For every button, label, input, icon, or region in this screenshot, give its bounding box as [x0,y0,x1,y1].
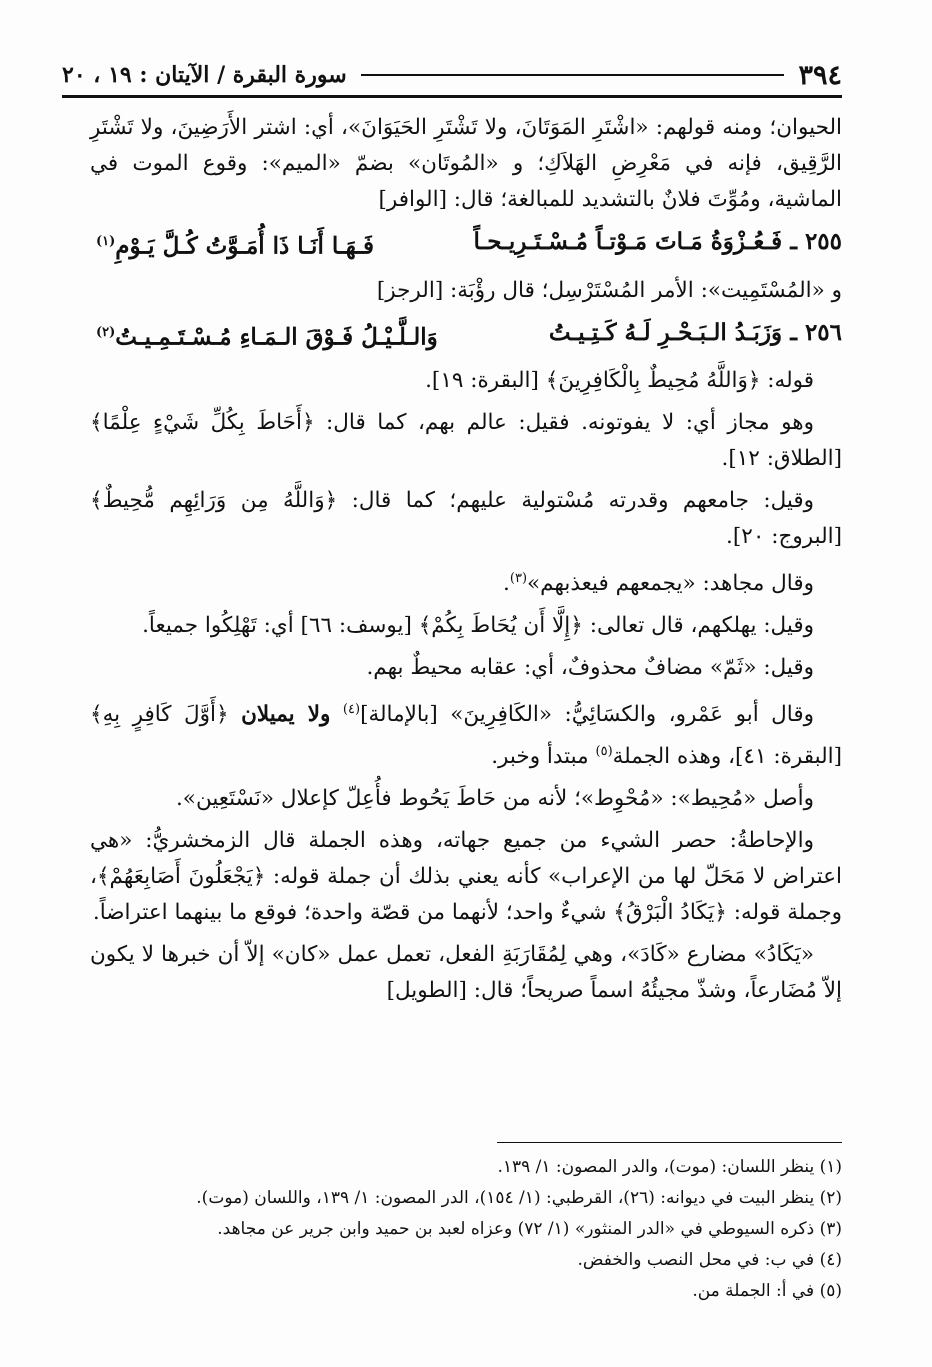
main-text [90,110,842,1015]
paragraph: قوله: ﴿وَاللَّهُ مُحِيطٌ بِالْكَافِرِينَ﴾ [البقرة: ١٩]. [425,368,814,394]
page-number: ٣٩٤ [798,59,842,91]
paragraph: و «المُسْتَمِيت»: الأمر المُسْتَرْسِل؛ قال رؤْبَة: [الرجز] [376,277,842,303]
paragraph: وقيل: جامعهم وقدرته مُسْتولية عليهم؛ كما قال: ﴿وَاللَّهُ مِن وَرَائِهِم مُّحِيطٌ﴾ [البروج: ٢٠]. [90,488,842,550]
page-header [62,55,842,98]
verse-second-hemistich: وَالـلَّـيْـلُ فَـوْقَ الـمَـاءِ مُـسْـتَـمِـيـتُ$^{(٢)}$ [96,323,438,351]
footnote-3: (٣) ذكره السيوطي في «الدر المنثور» (١/ ٧٢) وعزاه لعبد بن حميد وابن جرير عن مجاهد. [217,1219,842,1239]
paragraph: والإحاطةُ: حصر الشيء من جميع جهاته، وهذه الجملة قال الزمخشريُّ: «هي اعتراض لا مَحَلّ لها من الإعراب» كأنه يعني بذلك أن جملة قوله: ﴿يَجْعَلُونَ أَصَابِعَهُمْ﴾، وجملة قوله: ﴿يَكَادُ الْبَرْقُ﴾ شيءٌ واحد؛ لأنهما من قصّة واحدة؛ فوقع ما بينهما اعتراضاً. [90,827,842,925]
footnote-ref: (٥) [595,743,613,759]
footnote-2: (٢) ينظر البيت في ديوانه: (٢٦)، القرطبي: (١/ ١٥٤)، الدر المصون: ١/ ١٣٩، واللسان (موت). [196,1188,842,1208]
footnote-1: (١) ينظر اللسان: (موت)، والدر المصون: ١/ ١٣٩. [497,1157,842,1177]
paragraph: وقال مجاهد: «يجمعهم فيعذبهم»$^{(٣)}$. [503,571,814,597]
running-title: سورة البقرة / الآيتان : ١٩ ، ٢٠ [62,62,347,88]
paragraph: الحيوان؛ ومنه قولهم: «اشْتَرِ المَوَتَانَ، ولا تَشْتَرِ الحَيَوَانَ»، أي: اشتر الأَرَضِينَ، ولا تَشْتَرِ الرَّقِيق، فإنه في مَعْرِضِ الهَلاَكِ؛ و «المُوتَان» بضمّ «الميم»: وقوع الموت في الماشية، ومُوِّتَ فلانٌ بالتشديد للمبالغة؛ قال: [الوافر] [90,115,842,212]
paragraph: وقال أبو عَمْرو، والكسَائِيُّ: «الكَافِرِينَ» [بالإمالة]$^{(٤)}$ ولا يميلان ﴿أَوَّلَ كَافِرٍ بِهِ﴾ [البقرة: ٤١]، وهذه الجملة$^{(٥)}$ مبتدأ وخبر. [90,702,842,769]
paragraph: وقيل: يهلكهم، قال تعالى: ﴿إِلَّا أَن يُحَاطَ بِكُمْ﴾ [يوسف: ٦٦] أي: تَهْلِكُوا جميعاً. [142,613,814,639]
footnote-5: (٥) في أ: الجملة من. [692,1281,842,1301]
verse-second-hemistich: فَـهَـا أَنَـا ذَا أُمَـوَّتُ كُـلَّ يَـوْمِ$^{(١)}$ [96,232,374,260]
footnote-ref: (١) [96,234,116,249]
footnote-ref: (٤) [342,702,361,718]
poetry-verse-255 [90,224,842,265]
footnote-ref: (٢) [96,324,116,340]
header-rule [361,74,785,76]
verse-number: ٢٥٦ ـ [790,318,842,346]
paragraph: «يَكَادُ» مضارع «كَادَ»، وهي لِمُقَارَبَةِ الفعل، تعمل عمل «كان» إلاّ أن خبرها لا يكون إلاّ مُضَارعاً، وشذّ مجيئُهُ اسماً صريحاً؛ قال: [الطويل] [90,941,842,1003]
paragraph: وأصل «مُحِيط»: «مُحْوِط»؛ لأنه من حَاطَ يَحُوط فأُعِلّ كإعلال «نَسْتَعِين». [175,785,814,811]
paragraph: وقيل: «ثَمّ» مضافٌ محذوفٌ، أي: عقابه محيطٌ بهم. [366,655,814,681]
poetry-verse-256 [90,315,842,356]
footnote-separator [497,1142,842,1143]
footnote-4: (٤) في ب: في محل النصب والخفض. [577,1250,842,1270]
paragraph: وهو مجاز أي: لا يفوتونه. فقيل: عالم بهم، كما قال: ﴿أَحَاطَ بِكُلِّ شَيْءٍ عِلْمًا﴾ [الطلاق: ١٢]. [90,410,842,472]
verse-first-hemistich: ٢٥٥ ـ فَـعُـزْوَةُ مَـاتَ مَـوْتـاً مُـسْـتَـرِيـحـاً [473,228,842,255]
verse-number: ٢٥٥ ـ [790,228,842,255]
verse-first-hemistich: ٢٥٦ ـ وَزَبَـدُ الـبَـحْـرِ لَـهُ كَـتِـيـتُ [548,318,842,346]
footnote-ref: (٣) [509,571,528,587]
footnotes [90,1152,842,1307]
